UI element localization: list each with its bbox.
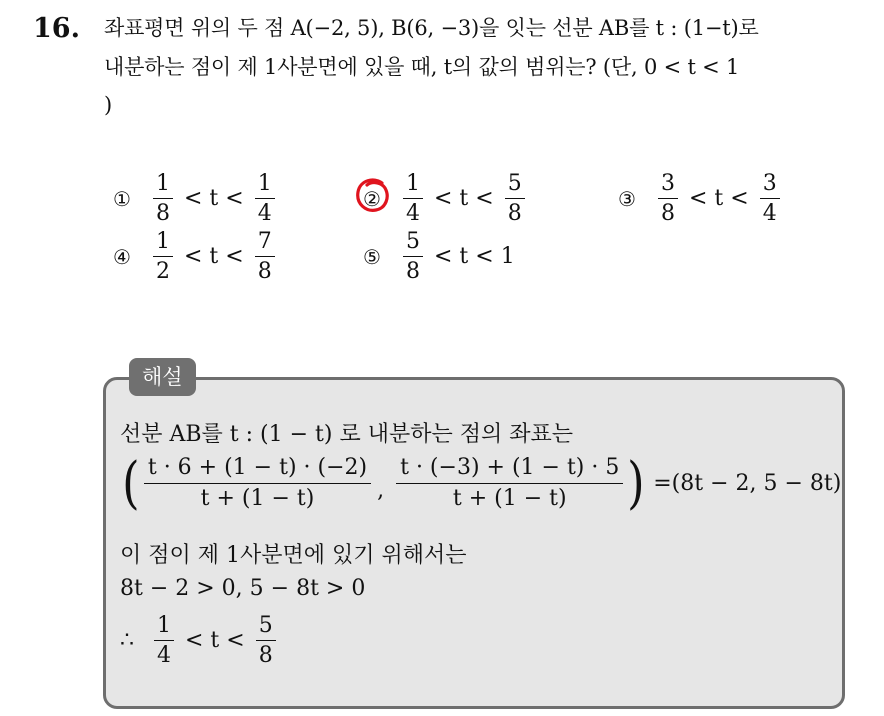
x-coordinate-fraction bbox=[144, 455, 371, 513]
numerator: 5 bbox=[256, 614, 276, 641]
denominator: 8 bbox=[406, 259, 420, 285]
choice-3[interactable] bbox=[618, 172, 786, 225]
result: =(8t − 2, 5 − 8t) bbox=[653, 471, 842, 497]
choice-number: ⑤ bbox=[363, 244, 381, 269]
y-coordinate-fraction bbox=[396, 455, 623, 513]
numerator: 1 bbox=[154, 614, 174, 641]
fraction bbox=[153, 230, 173, 283]
denominator: 4 bbox=[406, 201, 420, 227]
fraction bbox=[256, 614, 276, 667]
denominator: 4 bbox=[157, 643, 171, 669]
numerator: t · 6 + (1 − t) · (−2) bbox=[144, 455, 371, 484]
therefore-symbol: ∴ bbox=[120, 628, 134, 654]
comma: , bbox=[377, 478, 385, 504]
choice-2[interactable] bbox=[363, 172, 531, 225]
denominator: 8 bbox=[257, 259, 272, 285]
relation: < t < bbox=[434, 186, 494, 212]
fraction bbox=[255, 172, 275, 225]
relation: < t < 1 bbox=[434, 244, 515, 270]
relation: < t < bbox=[185, 628, 245, 654]
question-line-2: 내분하는 점이 제 1사분면에 있을 때, t의 값의 범위는? (단, 0 < t < 1 bbox=[104, 55, 740, 79]
fraction bbox=[658, 172, 678, 225]
denominator: 2 bbox=[156, 259, 170, 285]
relation: < t < bbox=[184, 244, 244, 270]
denominator: 8 bbox=[258, 643, 273, 669]
fraction bbox=[403, 172, 423, 225]
numerator: t · (−3) + (1 − t) · 5 bbox=[396, 455, 623, 484]
solution-line-3: 이 점이 제 1사분면에 있기 위해서는 bbox=[120, 543, 467, 568]
denominator: 8 bbox=[661, 201, 675, 227]
denominator: t + (1 − t) bbox=[452, 486, 567, 512]
right-paren: ) bbox=[627, 450, 646, 516]
choice-4[interactable] bbox=[113, 230, 281, 283]
choice-number-text: ② bbox=[363, 186, 381, 211]
choice-number: ④ bbox=[113, 244, 131, 269]
numerator: 3 bbox=[760, 172, 780, 199]
relation: < t < bbox=[689, 186, 749, 212]
fraction bbox=[255, 230, 275, 283]
left-paren: ( bbox=[122, 450, 140, 516]
solution-line-4: 8t − 2 > 0, 5 − 8t > 0 bbox=[120, 576, 366, 601]
solution-coordinate-expression bbox=[120, 450, 842, 516]
choice-number: ① bbox=[113, 186, 131, 211]
numerator: 3 bbox=[658, 172, 678, 199]
denominator: t + (1 − t) bbox=[200, 486, 315, 512]
choice-1[interactable] bbox=[113, 172, 281, 225]
numerator: 5 bbox=[505, 172, 525, 199]
fraction bbox=[403, 230, 423, 283]
fraction bbox=[760, 172, 780, 225]
question-line-3: ) bbox=[104, 93, 112, 117]
numerator: 1 bbox=[255, 172, 275, 199]
choice-number: ③ bbox=[618, 186, 636, 211]
denominator: 8 bbox=[507, 201, 522, 227]
fraction bbox=[153, 172, 173, 225]
fraction bbox=[505, 172, 525, 225]
solution-badge: 해설 bbox=[129, 358, 196, 396]
question-number: 16. bbox=[33, 13, 80, 44]
solution-answer bbox=[120, 614, 282, 667]
numerator: 1 bbox=[153, 230, 173, 257]
denominator: 8 bbox=[156, 201, 170, 227]
numerator: 5 bbox=[403, 230, 423, 257]
numerator: 7 bbox=[255, 230, 275, 257]
numerator: 1 bbox=[403, 172, 423, 199]
numerator: 1 bbox=[153, 172, 173, 199]
choice-number bbox=[363, 187, 397, 211]
denominator: 4 bbox=[257, 201, 272, 227]
solution-line-1: 선분 AB를 t : (1 − t) 로 내분하는 점의 좌표는 bbox=[120, 422, 573, 447]
relation: < t < bbox=[184, 186, 244, 212]
fraction bbox=[154, 614, 174, 667]
choice-5[interactable] bbox=[363, 230, 520, 283]
denominator: 4 bbox=[762, 201, 777, 227]
question-line-1: 좌표평면 위의 두 점 A(−2, 5), B(6, −3)을 잇는 선분 AB를 t : (1−t)로 bbox=[104, 16, 759, 40]
